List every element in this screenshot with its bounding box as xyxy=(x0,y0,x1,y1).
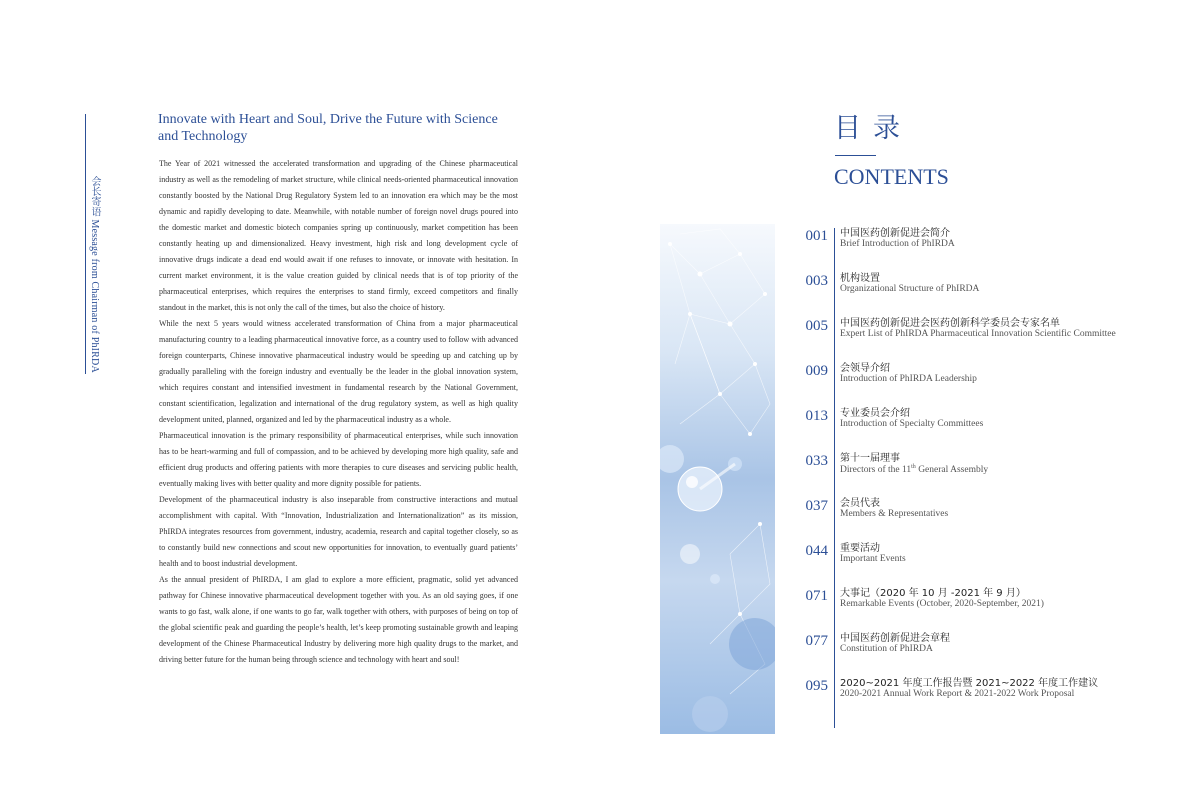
toc-title-chinese: 目录 xyxy=(834,113,912,144)
toc-page-number: 001 xyxy=(805,228,828,244)
toc-item-cn: 第十一届理事 xyxy=(840,453,900,464)
toc-item-en: Introduction of PhIRDA Leadership xyxy=(840,374,977,384)
toc-item-en: 2020-2021 Annual Work Report & 2021-2022 Work Proposal xyxy=(840,689,1075,699)
toc-item-en xyxy=(840,464,988,475)
article-paragraph: Pharmaceutical innovation is the primary responsibility of pharmaceutical enterprises, while such innovation has to be heart-warming and full of compassion, and to be achieved by developing more high quality, safe and efficient drug products and offering patients with more therapies to cure diseases and servicing public health, eventually making lives with better quality and more dignity possible for patients. xyxy=(159,431,518,488)
toc-item-cn: 会员代表 xyxy=(840,498,880,509)
toc-item-cn: 会领导介绍 xyxy=(840,363,890,374)
toc-item-cn: 中国医药创新促进会简介 xyxy=(840,228,950,239)
toc-title-english: CONTENTS xyxy=(834,164,949,189)
toc-page-number: 044 xyxy=(805,543,828,559)
toc-title-underline xyxy=(835,155,876,156)
toc-item-en: Members & Representatives xyxy=(840,509,949,519)
toc-page-number: 077 xyxy=(805,633,828,649)
toc-item[interactable] xyxy=(700,584,1180,624)
toc-page-number: 037 xyxy=(805,498,828,514)
toc-item-en: Brief Introduction of PhIRDA xyxy=(840,239,955,249)
toc-item-en-part: Directors of the 11 xyxy=(840,465,912,476)
article-paragraph: The Year of 2021 witnessed the accelerated transformation and upgrading of the Chinese pharmaceutical industry as well as the remodeling of market structure, while clinical needs-oriented pharmaceutical innovation constantly boosted by the National Drug Regulatory System led to an innovation era which may be the most dynamic and rapidly developing to date. Meanwhile, with notable number of foreign novel drugs poured into the domestic market and domestic biotech companies spring up continuously, market competition has been constantly heating up and dimensionalized. Heavy investment, high risk and long development cycle of innovative drugs indicate a dead end would await if one refuses to innovate, or innovate with hesitation. In current market environment, it is the value creation guided by clinical needs that is of top priority of the pharmaceutical enterprises, which requires the enterprises to stand firmly, exceed competitors and finally standout in the market, this is not only the call of the times, but also the choice of history. xyxy=(159,159,518,312)
toc-page-number: 005 xyxy=(805,318,828,334)
toc-item-cn: 中国医药创新促进会医药创新科学委员会专家名单 xyxy=(840,318,1060,329)
toc-item-en: Organizational Structure of PhIRDA xyxy=(840,284,980,294)
toc-page-number: 013 xyxy=(805,408,828,424)
toc-item-en: Important Events xyxy=(840,554,906,564)
article-paragraph: While the next 5 years would witness accelerated transformation of China from a major pharmaceutical manufacturing country to a leading pharmaceutical innovative force, as a country used to follow with advanced foreign counterparts, Chinese innovative pharmaceutical industry would be speeding up and catching up by gradually paralleling with the foreign industry and eventually be the leader in the global innovation system, which requires constant and intensified investment in fundamental research by the National Government, constant scientification, legalization and international of the drug regulatory system, as well as high quality development united, planned, organized and led by the pharmaceutical industry as a whole. xyxy=(159,319,518,424)
toc-item[interactable] xyxy=(700,629,1180,669)
toc-item[interactable] xyxy=(700,404,1180,444)
toc-item[interactable] xyxy=(700,359,1180,399)
toc-item[interactable] xyxy=(700,314,1180,354)
toc-item[interactable] xyxy=(700,539,1180,579)
toc-item-en: Introduction of Specialty Committees xyxy=(840,419,984,429)
toc-item-en: Remarkable Events (October, 2020-September, 2021) xyxy=(840,599,1044,609)
toc-page-number: 009 xyxy=(805,363,828,379)
toc-item[interactable] xyxy=(700,269,1180,309)
toc-item-cn: 专业委员会介绍 xyxy=(840,408,910,419)
toc-item-cn: 2020~2021 年度工作报告暨 2021~2022 年度工作建议 xyxy=(840,678,1099,689)
article-paragraph: As the annual president of PhIRDA, I am glad to explore a more efficient, pragmatic, solid yet advanced pathway for Chinese innovative pharmaceutical development together with you. As an old saying goes, if one wants to go fast, walk alone, if one wants to go far, walk together with others, with purposes of being on top of the global scientific peak and guarding the people’s health, let’s keep promoting sustainable growth and leaping development of the Chinese Pharmaceutical Industry by delivering more high quality drugs to the market, and driving better future for the human being through science and technology with heart and soul! xyxy=(159,575,518,664)
toc-item-en-part: General Assembly xyxy=(915,465,989,476)
toc-item-en: Expert List of PhIRDA Pharmaceutical Innovation Scientific Committee xyxy=(840,329,1116,339)
ordinal-suffix: th xyxy=(911,464,916,470)
article-paragraph: Development of the pharmaceutical industry is also inseparable from constructive interactions and mutual accomplishment with capital. With “Innovation, Industrialization and Internationalization” as its mission, PhIRDA integrates resources from government, industry, academia, research and capital together closely, so as to constantly build new connections and scout new opportunities for innovation, to eventually guard patients’ health and to boost industrial development. xyxy=(159,495,518,568)
toc-page-number: 003 xyxy=(805,273,828,289)
toc-page-number: 095 xyxy=(805,678,828,694)
toc-item[interactable] xyxy=(700,494,1180,534)
article-body xyxy=(159,156,518,668)
side-section-label: 会长寄语 Message from Chairman of PhIRDA xyxy=(89,176,100,373)
toc-item-cn: 中国医药创新促进会章程 xyxy=(840,633,950,644)
toc-item-cn: 重要活动 xyxy=(840,543,880,554)
toc-item[interactable] xyxy=(700,224,1180,264)
toc-item-en: Constitution of PhIRDA xyxy=(840,644,933,654)
toc-item-cn: 大事记（2020 年 10 月 -2021 年 9 月） xyxy=(840,588,1026,599)
toc-item-cn: 机构设置 xyxy=(840,273,880,284)
toc-item[interactable] xyxy=(700,449,1180,489)
toc-page-number: 071 xyxy=(805,588,828,604)
article-title: Innovate with Heart and Soul, Drive the Future with Science and Technology xyxy=(158,112,498,144)
toc-item[interactable] xyxy=(700,674,1180,714)
toc-page-number: 033 xyxy=(805,453,828,469)
